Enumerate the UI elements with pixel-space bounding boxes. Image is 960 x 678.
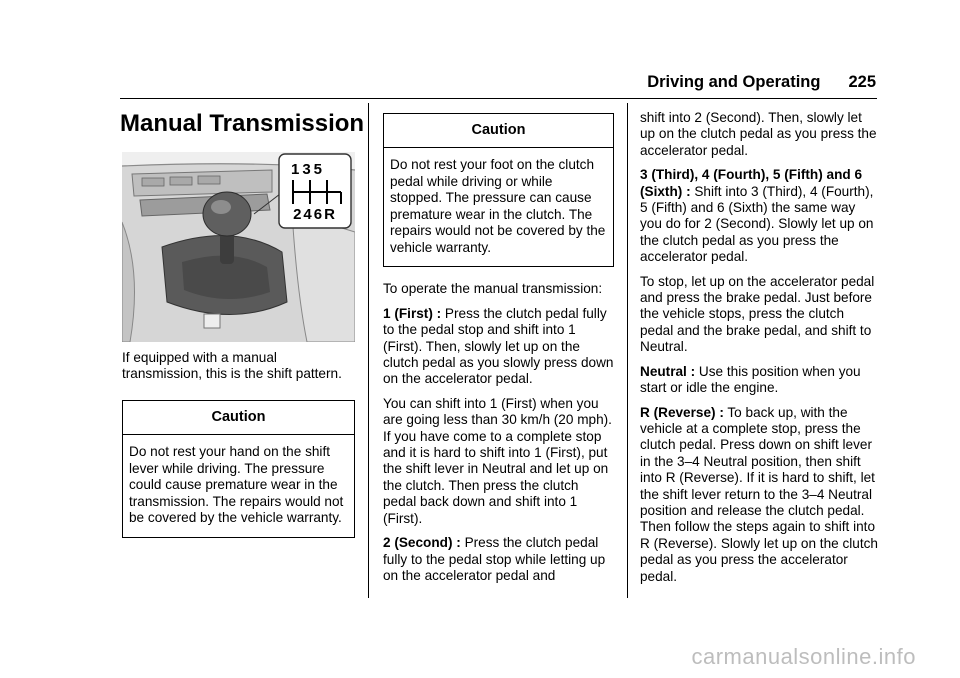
- manual-shifter-illustration-icon: [122, 152, 355, 342]
- stop-note: To stop, let up on the accelerator pedal and press the brake pedal. Just before the vehicle stops, press the clutch pedal and the brake pedal, and shift to Neutral.: [640, 273, 875, 355]
- shifter-illustration: [122, 152, 355, 342]
- header-rule: [120, 98, 877, 99]
- caution-body: Do not rest your hand on the shift lever while driving. The pressure could cause premature wear in the transmission. The repairs would not be covered by the vehicle warranty.: [129, 444, 344, 526]
- gear-reverse-term: R (Reverse) :: [640, 404, 724, 420]
- gear-neutral-term: Neutral :: [640, 363, 696, 379]
- caution-body: Do not rest your foot on the clutch pedal while driving or while stopped. The pressure can cause premature wear in the clutch. The repairs would not be covered by the vehicle warranty.: [390, 157, 606, 255]
- gear-first-text: Press the clutch pedal fully to the pedal stop and shift into 1 (First). Then, slowly let up on the clutch pedal as you slowly press down on the accelerator pedal.: [383, 305, 614, 387]
- section-title: Driving and Operating: [647, 73, 821, 91]
- caution-box-hand: [122, 400, 355, 538]
- column-1: [122, 350, 355, 538]
- operate-intro: To operate the manual transmission:: [383, 281, 603, 297]
- intro-text: If equipped with a manual transmission, this is the shift pattern.: [122, 350, 342, 382]
- gear-third-sixth: [640, 167, 878, 265]
- page-title: Manual Transmission: [120, 110, 365, 137]
- column-3: [640, 110, 878, 593]
- page-number: 225: [848, 73, 876, 91]
- caution-box-foot: [383, 113, 614, 267]
- column-divider-1: [368, 103, 369, 598]
- shift-pattern-top: 135: [290, 161, 326, 178]
- gear-neutral-text: Use this position when you start or idle the engine.: [640, 363, 861, 396]
- column-divider-2: [627, 103, 628, 598]
- gear-reverse: [640, 405, 878, 585]
- gear-first-term: 1 (First) :: [383, 305, 442, 321]
- gear-reverse-text: To back up, with the vehicle at a complete stop, press the clutch pedal. Press down on shift lever in the 3–4 Neutral position, then shift into R (Reverse). If it is hard to shift, let the shift lever return to the 3–4 Neutral position and release the clutch pedal. Then follow the steps again to shift into R (Reverse). Slowly let up on the clutch pedal as you press the accelerator pedal.: [640, 404, 878, 584]
- shift-pattern-bottom: 246R: [293, 206, 337, 223]
- caution-heading: Caution: [384, 114, 613, 148]
- gear-neutral: [640, 364, 878, 397]
- gear-second: [383, 535, 614, 584]
- column-2: [383, 113, 614, 592]
- first-note: You can shift into 1 (First) when you are going less than 30 km/h (20 mph). If you have come to a complete stop and it is hard to shift into 1 (First), put the shift lever in Neutral and let up on the clutch. Then press the clutch pedal back down and shift into 1 (First).: [383, 395, 612, 526]
- second-continued: shift into 2 (Second). Then, slowly let up on the clutch pedal as you press the accelerator pedal.: [640, 110, 877, 158]
- gear-first: [383, 306, 614, 388]
- page-header: [647, 73, 876, 92]
- watermark-text: carmanualsonline.info: [691, 644, 916, 669]
- gear-second-term: 2 (Second) :: [383, 535, 461, 551]
- gear-third-sixth-term: 3 (Third), 4 (Fourth), 5 (Fifth) and 6 (Sixth) :: [640, 167, 863, 199]
- caution-heading: Caution: [123, 401, 354, 435]
- gear-third-sixth-text: Shift into 3 (Third), 4 (Fourth), 5 (Fifth) and 6 (Sixth) the same way you do for 2 (Second). Slowly let up on the clutch pedal as you press the accelerator pedal.: [640, 183, 874, 265]
- gear-second-text: Press the clutch pedal fully to the pedal stop while letting up on the accelerator pedal and: [383, 535, 606, 583]
